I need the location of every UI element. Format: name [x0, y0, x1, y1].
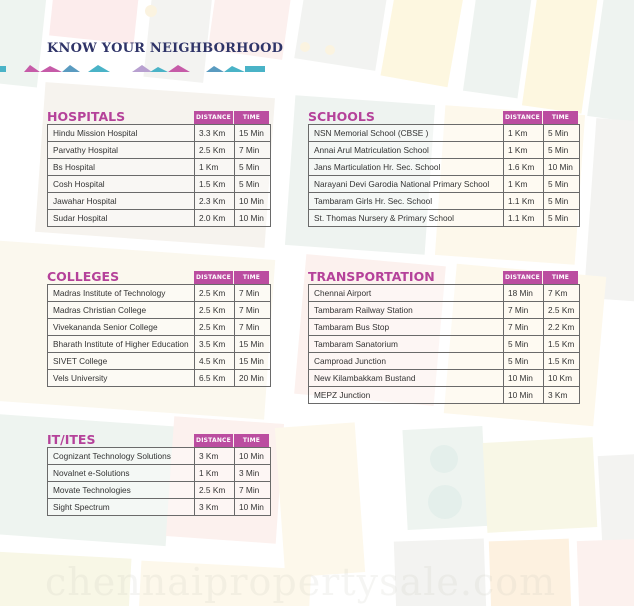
it-ites-table	[47, 447, 271, 516]
table-row	[48, 159, 271, 176]
distance-value: 1.6 Km	[504, 159, 544, 176]
time-value: 5 Min	[235, 159, 271, 176]
section-hospitals	[47, 108, 270, 227]
place-name: Vivekananda Senior College	[48, 319, 195, 336]
table-row	[48, 499, 271, 516]
distance-value: 1.1 Km	[504, 193, 544, 210]
time-value: 2.5 Km	[544, 302, 580, 319]
place-name: Camproad Junction	[309, 353, 504, 370]
distance-value: 10 Min	[504, 387, 544, 404]
time-value: 7 Min	[235, 142, 271, 159]
distance-value: 3 Km	[195, 448, 235, 465]
hospitals-table	[47, 124, 271, 227]
place-name: Chennai Airport	[309, 285, 504, 302]
section-title: IT/ITES	[47, 432, 96, 447]
time-value: 10 Min	[544, 159, 580, 176]
distance-value: 1 Km	[195, 465, 235, 482]
time-value: 10 Min	[235, 448, 271, 465]
time-value: 20 Min	[235, 370, 271, 387]
table-row	[309, 210, 580, 227]
place-name: Cognizant Technology Solutions	[48, 448, 195, 465]
place-name: MEPZ Junction	[309, 387, 504, 404]
transportation-table	[308, 284, 580, 404]
time-value: 5 Min	[544, 142, 580, 159]
place-name: Tambaram Railway Station	[309, 302, 504, 319]
table-row	[48, 285, 271, 302]
place-name: Cosh Hospital	[48, 176, 195, 193]
time-value: 5 Min	[544, 176, 580, 193]
table-row	[48, 125, 271, 142]
time-value: 15 Min	[235, 353, 271, 370]
distance-value: 7 Min	[504, 302, 544, 319]
distance-value: 1 Km	[504, 142, 544, 159]
time-value: 10 Km	[544, 370, 580, 387]
table-row	[309, 125, 580, 142]
time-value: 5 Min	[235, 176, 271, 193]
column-header-time: TIME	[234, 271, 269, 284]
place-name: Narayani Devi Garodia National Primary School	[309, 176, 504, 193]
section-transportation	[308, 268, 579, 404]
table-row	[309, 319, 580, 336]
time-value: 1.5 Km	[544, 353, 580, 370]
place-name: St. Thomas Nursery & Primary School	[309, 210, 504, 227]
place-name: Tambaram Girls Hr. Sec. School	[309, 193, 504, 210]
column-header-distance: DISTANCE	[194, 111, 233, 124]
distance-value: 2.5 Km	[195, 285, 235, 302]
table-row	[309, 142, 580, 159]
time-value: 5 Min	[544, 210, 580, 227]
section-title: SCHOOLS	[308, 109, 375, 124]
distance-value: 2.5 Km	[195, 142, 235, 159]
section-title: COLLEGES	[47, 269, 120, 284]
table-row	[48, 465, 271, 482]
table-row	[309, 370, 580, 387]
table-row	[309, 159, 580, 176]
table-row	[309, 285, 580, 302]
table-row	[309, 193, 580, 210]
time-value: 7 Km	[544, 285, 580, 302]
distance-value: 2.5 Km	[195, 319, 235, 336]
section-title: HOSPITALS	[47, 109, 126, 124]
time-value: 10 Min	[235, 193, 271, 210]
table-row	[309, 336, 580, 353]
column-header-distance: DISTANCE	[194, 271, 233, 284]
distance-value: 1 Km	[195, 159, 235, 176]
column-header-distance: DISTANCE	[503, 111, 542, 124]
distance-value: 2.5 Km	[195, 482, 235, 499]
distance-value: 4.5 Km	[195, 353, 235, 370]
table-row	[48, 353, 271, 370]
distance-value: 10 Min	[504, 370, 544, 387]
distance-value: 1 Km	[504, 176, 544, 193]
distance-value: 6.5 Km	[195, 370, 235, 387]
table-row	[48, 448, 271, 465]
distance-value: 2.3 Km	[195, 193, 235, 210]
place-name: Annai Arul Matriculation School	[309, 142, 504, 159]
table-row	[48, 176, 271, 193]
table-row	[309, 353, 580, 370]
time-value: 7 Min	[235, 302, 271, 319]
time-value: 7 Min	[235, 285, 271, 302]
place-name: SIVET College	[48, 353, 195, 370]
time-value: 7 Min	[235, 319, 271, 336]
time-value: 10 Min	[235, 499, 271, 516]
distance-value: 1.5 Km	[195, 176, 235, 193]
table-row	[309, 176, 580, 193]
place-name: NSN Memorial School (CBSE )	[309, 125, 504, 142]
column-header-time: TIME	[543, 111, 578, 124]
place-name: Jans Marticulation Hr. Sec. School	[309, 159, 504, 176]
place-name: Tambaram Bus Stop	[309, 319, 504, 336]
colleges-table	[47, 284, 271, 387]
place-name: Vels University	[48, 370, 195, 387]
time-value: 3 Km	[544, 387, 580, 404]
place-name: Bharath Institute of Higher Education	[48, 336, 195, 353]
distance-value: 2.0 Km	[195, 210, 235, 227]
column-header-distance: DISTANCE	[503, 271, 542, 284]
place-name: New Kilambakkam Bustand	[309, 370, 504, 387]
place-name: Jawahar Hospital	[48, 193, 195, 210]
place-name: Tambaram Sanatorium	[309, 336, 504, 353]
time-value: 15 Min	[235, 336, 271, 353]
column-header-time: TIME	[234, 434, 269, 447]
place-name: Bs Hospital	[48, 159, 195, 176]
table-row	[48, 142, 271, 159]
schools-table	[308, 124, 580, 227]
time-value: 1.5 Km	[544, 336, 580, 353]
time-value: 5 Min	[544, 193, 580, 210]
decorative-ribbon	[0, 64, 270, 72]
table-row	[48, 370, 271, 387]
table-row	[48, 336, 271, 353]
time-value: 5 Min	[544, 125, 580, 142]
distance-value: 1.1 Km	[504, 210, 544, 227]
place-name: Parvathy Hospital	[48, 142, 195, 159]
table-row	[48, 482, 271, 499]
table-row	[48, 302, 271, 319]
place-name: Sight Spectrum	[48, 499, 195, 516]
section-it-ites	[47, 431, 270, 516]
section-schools	[308, 108, 579, 227]
time-value: 2.2 Km	[544, 319, 580, 336]
column-header-time: TIME	[543, 271, 578, 284]
distance-value: 5 Min	[504, 353, 544, 370]
distance-value: 2.5 Km	[195, 302, 235, 319]
time-value: 10 Min	[235, 210, 271, 227]
time-value: 7 Min	[235, 482, 271, 499]
table-row	[309, 387, 580, 404]
column-header-distance: DISTANCE	[194, 434, 233, 447]
distance-value: 5 Min	[504, 336, 544, 353]
distance-value: 1 Km	[504, 125, 544, 142]
table-row	[48, 193, 271, 210]
distance-value: 3 Km	[195, 499, 235, 516]
section-colleges	[47, 268, 270, 387]
place-name: Sudar Hospital	[48, 210, 195, 227]
place-name: Hindu Mission Hospital	[48, 125, 195, 142]
table-row	[48, 210, 271, 227]
distance-value: 3.3 Km	[195, 125, 235, 142]
table-row	[48, 319, 271, 336]
distance-value: 3.5 Km	[195, 336, 235, 353]
time-value: 3 Min	[235, 465, 271, 482]
place-name: Madras Institute of Technology	[48, 285, 195, 302]
column-header-time: TIME	[234, 111, 269, 124]
time-value: 15 Min	[235, 125, 271, 142]
page-title: KNOW YOUR NEIGHBORHOOD	[47, 41, 284, 56]
table-row	[309, 302, 580, 319]
section-title: TRANSPORTATION	[308, 269, 435, 284]
place-name: Movate Technologies	[48, 482, 195, 499]
place-name: Novalnet e-Solutions	[48, 465, 195, 482]
watermark-text: chennaipropertysale.com	[45, 560, 557, 604]
distance-value: 18 Min	[504, 285, 544, 302]
distance-value: 7 Min	[504, 319, 544, 336]
place-name: Madras Christian College	[48, 302, 195, 319]
